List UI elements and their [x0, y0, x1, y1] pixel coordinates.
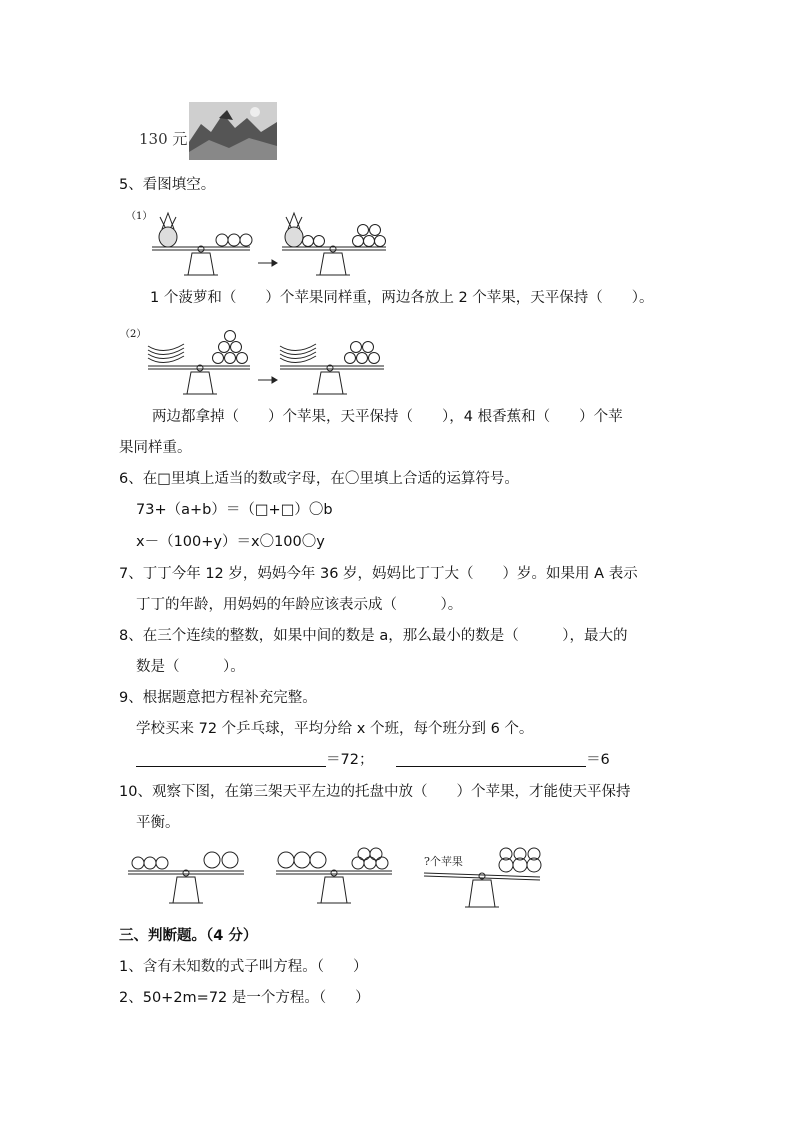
q8-line1: 8、在三个连续的整数，如果中间的数是 a，那么最小的数是（ ），最大的 — [119, 628, 628, 644]
q9-title: 9、根据题意把方程补充完整。 — [119, 690, 317, 706]
q10-fig-label: ?个苹果 — [424, 855, 463, 868]
arrow-icon — [258, 260, 277, 266]
balance-figure-2 — [140, 320, 390, 400]
q7-line1: 7、丁丁今年 12 岁，妈妈今年 36 岁，妈妈比丁丁大（ ）岁。如果用 A 表示 — [119, 566, 638, 582]
q5-line1: 1 个菠萝和（ ）个苹果同样重，两边各放上 2 个苹果，天平保持（ ）。 — [150, 290, 654, 306]
q8-line2: 数是（ ）。 — [136, 659, 245, 675]
balance-2a-icon — [148, 331, 250, 395]
section3-title: 三、判断题。（4 分） — [119, 928, 258, 944]
q5-fig1-label: （1） — [126, 211, 153, 222]
answer-blank-1[interactable] — [136, 750, 326, 767]
q5-title: 5、看图填空。 — [119, 177, 216, 193]
q6-line1: 73+（a+b）＝（□+□）〇b — [136, 502, 333, 518]
balance-figure-1 — [148, 205, 393, 280]
q9-eq2: ＝6 — [586, 752, 610, 768]
q5-line2b: 果同样重。 — [119, 440, 192, 456]
price-label: 130 元 — [139, 130, 188, 148]
answer-blank-2[interactable] — [396, 750, 586, 767]
balance-3a-icon — [128, 852, 244, 903]
q9-eq1: ＝72； — [326, 752, 374, 768]
q10-line2: 平衡。 — [136, 815, 180, 831]
balance-figure-3 — [126, 845, 556, 915]
landscape-photo — [189, 102, 277, 160]
q10-line1: 10、观察下图，在第三架天平左边的托盘中放（ ）个苹果，才能使天平保持 — [119, 784, 631, 800]
balance-1b-icon — [282, 213, 386, 275]
q9-equations — [136, 750, 610, 770]
q5-fig2-label: （2） — [120, 329, 147, 340]
arrow-icon — [258, 377, 277, 383]
q6-line2: x－（100+y）＝x〇100〇y — [136, 534, 325, 550]
q9-line1: 学校买来 72 个乒乓球，平均分给 x 个班，每个班分到 6 个。 — [136, 721, 534, 737]
balance-2b-icon — [280, 342, 384, 395]
section3-q1: 1、含有未知数的式子叫方程。（ ） — [119, 959, 368, 975]
q6-title: 6、在□里填上适当的数或字母，在〇里填上合适的运算符号。 — [119, 471, 519, 487]
q7-line2: 丁丁的年龄，用妈妈的年龄应该表示成（ ）。 — [136, 597, 463, 613]
balance-1a-icon — [152, 213, 252, 275]
balance-3b-icon — [276, 848, 392, 903]
q5-line2a: 两边都拿掉（ ）个苹果，天平保持（ ），4 根香蕉和（ ）个苹 — [152, 409, 623, 425]
section3-q2: 2、50+2m=72 是一个方程。（ ） — [119, 990, 370, 1006]
